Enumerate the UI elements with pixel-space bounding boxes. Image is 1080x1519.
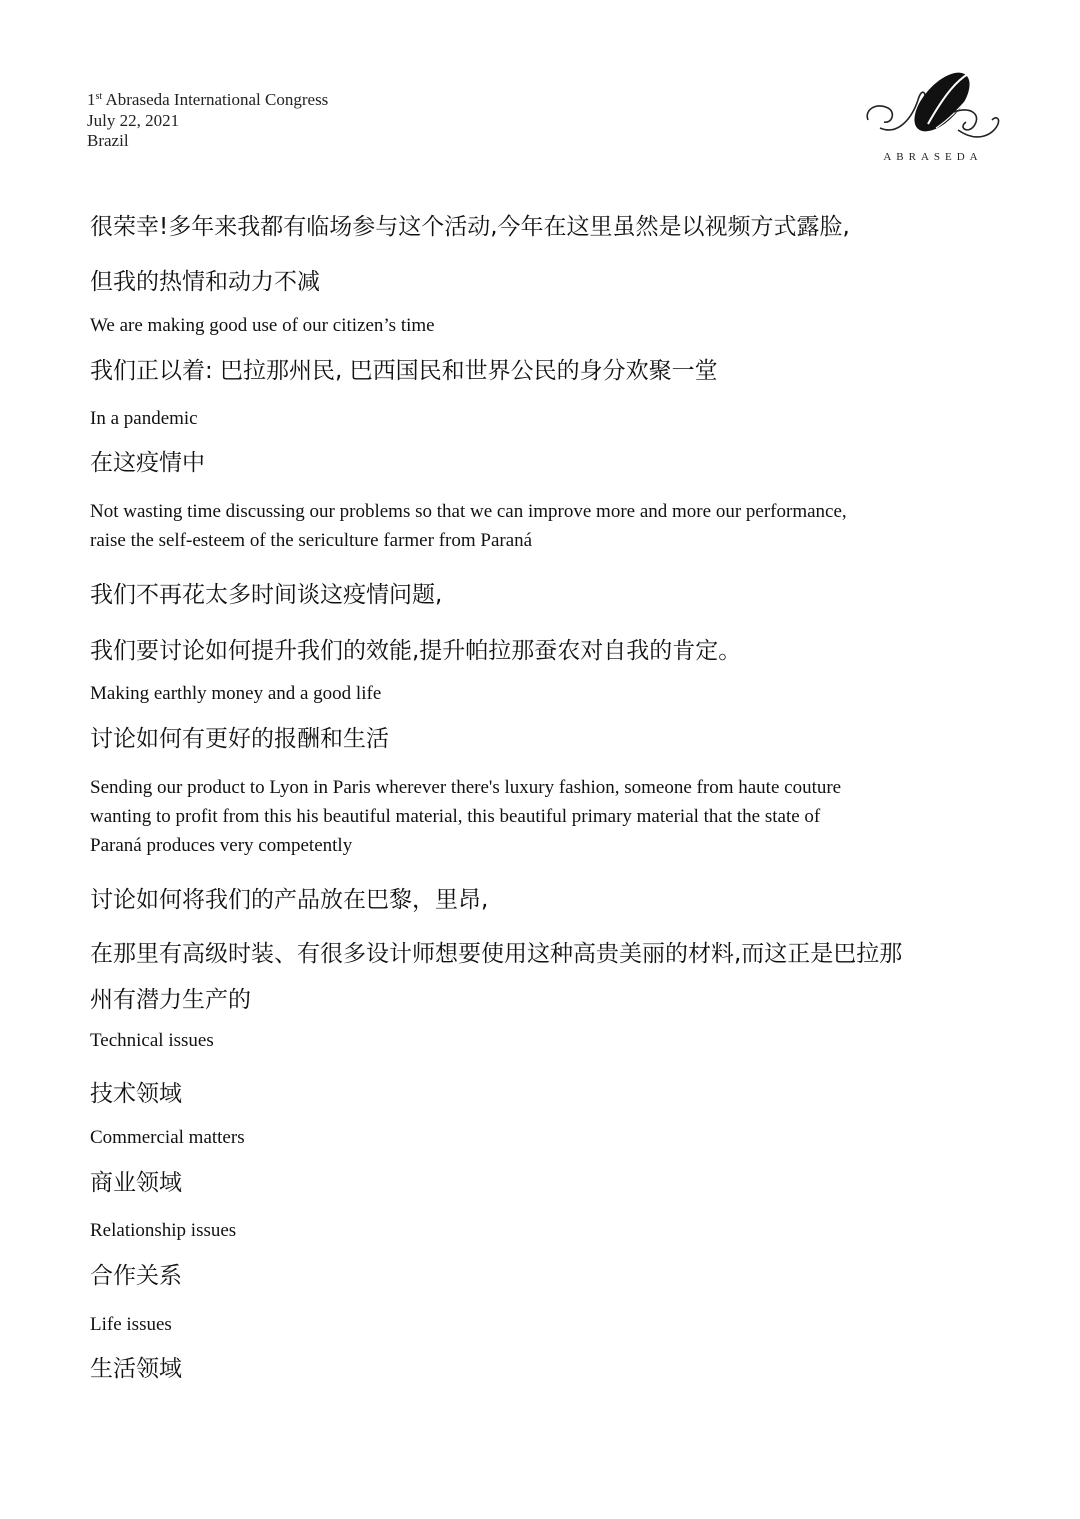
congress-title bbox=[87, 90, 328, 111]
paragraph-en-5 bbox=[90, 773, 1010, 860]
paragraph-en-3 bbox=[90, 497, 1010, 555]
paragraph-zh-2: 但我的热情和动力不减 bbox=[90, 269, 320, 295]
paragraph-zh-1: 很荣幸!多年来我都有临场参与这个活动,今年在这里虽然是以视频方式露脸, bbox=[90, 214, 850, 240]
paragraph-zh-6: 我们要讨论如何提升我们的效能,提升帕拉那蚕农对自我的肯定。 bbox=[90, 638, 742, 664]
paragraph-zh-9-line-2: 州有潜力生产的 bbox=[90, 987, 251, 1013]
paragraph-en-9: Life issues bbox=[90, 1314, 172, 1335]
paragraph-en-8: Relationship issues bbox=[90, 1220, 237, 1241]
logo-wordmark: ABRASEDA bbox=[883, 151, 983, 163]
paragraph-zh-9 bbox=[90, 931, 1010, 1023]
paragraph-zh-10: 技术领域 bbox=[90, 1081, 182, 1107]
paragraph-en-6: Technical issues bbox=[90, 1030, 214, 1051]
paragraph-en-7: Commercial matters bbox=[90, 1127, 245, 1148]
paragraph-en-5-line-2: wanting to profit from this his beautiful material, this beautiful primary material that the state of bbox=[90, 806, 821, 827]
paragraph-zh-4: 在这疫情中 bbox=[90, 450, 205, 476]
congress-number: 1 bbox=[87, 90, 96, 109]
paragraph-en-5-line-1: Sending our product to Lyon in Paris wherever there's luxury fashion, someone from haute couture bbox=[90, 777, 842, 798]
paragraph-zh-12: 合作关系 bbox=[90, 1263, 182, 1289]
congress-date: July 22, 2021 bbox=[87, 110, 180, 130]
paragraph-en-2: In a pandemic bbox=[90, 408, 198, 429]
paragraph-zh-13: 生活领域 bbox=[90, 1356, 182, 1382]
congress-name: Abraseda International Congress bbox=[105, 90, 329, 109]
paragraph-zh-5: 我们不再花太多时间谈这疫情问题, bbox=[90, 582, 443, 608]
paragraph-zh-11: 商业领域 bbox=[90, 1170, 182, 1196]
paragraph-en-4: Making earthly money and a good life bbox=[90, 683, 382, 704]
paragraph-zh-8: 讨论如何将我们的产品放在巴黎，里昂, bbox=[90, 887, 489, 913]
silkworm-cocoon-logo-icon bbox=[862, 66, 1002, 150]
paragraph-en-5-line-3: Paraná produces very competently bbox=[90, 835, 353, 856]
ordinal-suffix: st bbox=[95, 91, 103, 102]
paragraph-zh-9-line-1: 在那里有高级时装、有很多设计师想要使用这种高贵美丽的材料,而这正是巴拉那 bbox=[90, 941, 903, 967]
congress-country: Brazil bbox=[87, 131, 129, 150]
paragraph-en-3-line-1: Not wasting time discussing our problems so that we can improve more and more our performance, bbox=[90, 501, 847, 522]
paragraph-en-1: We are making good use of our citizen’s time bbox=[90, 315, 435, 336]
paragraph-en-3-line-2: raise the self-esteem of the sericulture farmer from Paraná bbox=[90, 530, 533, 551]
letterhead bbox=[87, 90, 328, 152]
paragraph-zh-7: 讨论如何有更好的报酬和生活 bbox=[90, 726, 389, 752]
paragraph-zh-3: 我们正以着: 巴拉那州民, 巴西国民和世界公民的身分欢聚一堂 bbox=[90, 358, 718, 384]
abraseda-logo bbox=[862, 66, 1002, 170]
